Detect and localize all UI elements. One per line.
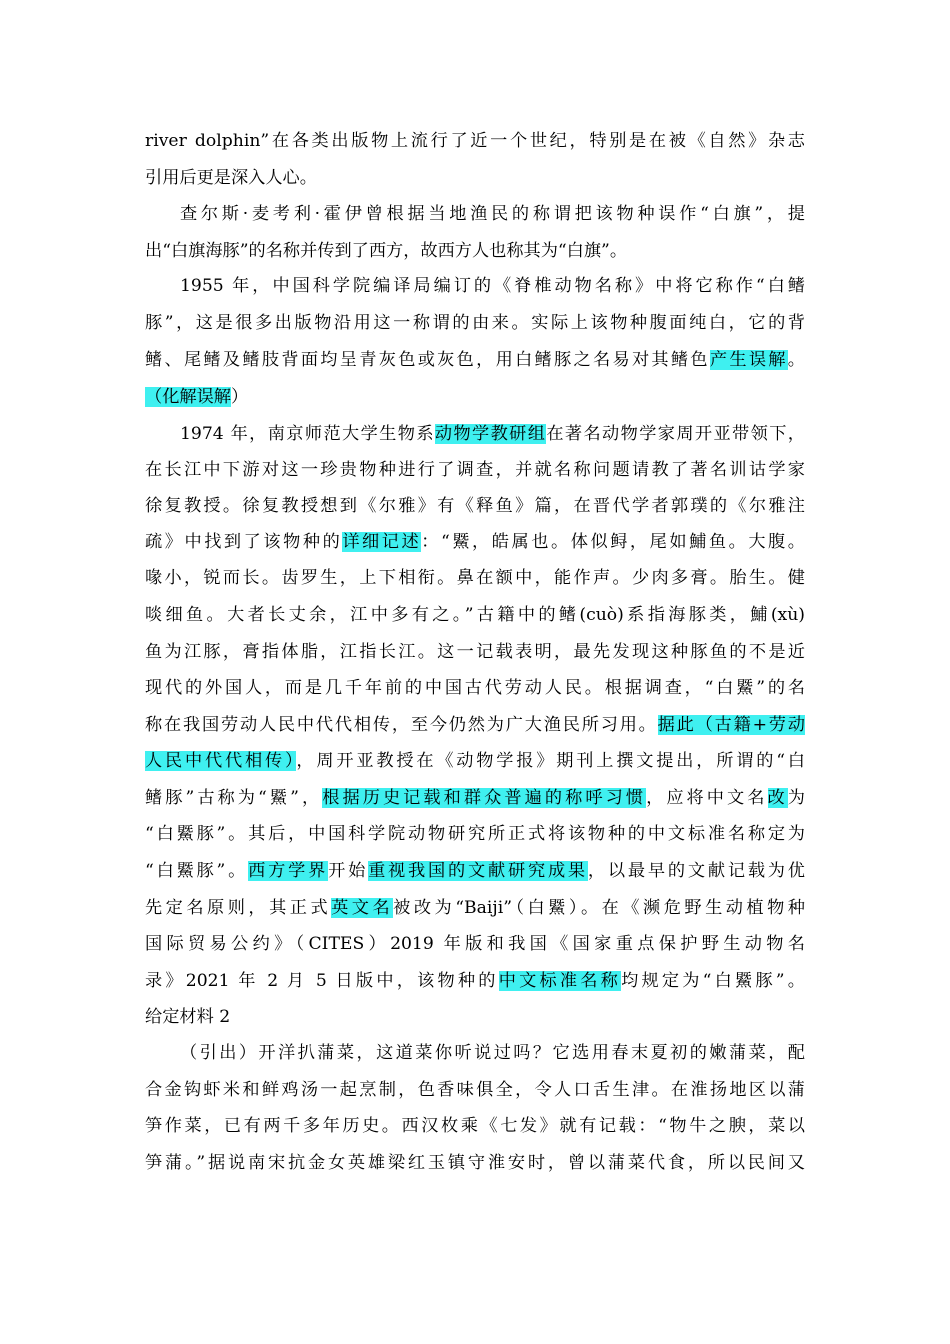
text-run: 出“白旗海豚”的名称并传到了西方，故西方人也称其为“白旗”。 (145, 241, 628, 261)
text-run: 查尔斯·麦考利·霍伊曾根据当地渔民的称谓把该物种误作“白旗”，提 (180, 204, 805, 224)
text-run: 现代的外国人，而是几千年前的中国古代劳动人民。根据调查，“白鱀”的名 (145, 678, 805, 698)
highlighted-text: 人民中代代相传） (145, 751, 297, 771)
text-line (180, 199, 805, 229)
text-run: 1955 年，中国科学院编译局编订的《脊椎动物名称》中将它称作“白鳍 (180, 276, 805, 296)
text-line (145, 746, 805, 776)
text-run: 豚”，这是很多出版物沿用这一称谓的由来。实际上该物种腹面纯白，它的背 (145, 313, 805, 333)
text-line (145, 893, 805, 923)
text-line (145, 163, 805, 193)
text-line (145, 783, 805, 813)
text-run: 笋蒲。”据说南宋抗金女英雄梁红玉镇守淮安时，曾以蒲菜代食，所以民间又 (145, 1153, 805, 1173)
text-run: 1974 年，南京师范大学生物系 (180, 424, 435, 444)
text-line (145, 345, 805, 375)
text-line (145, 637, 805, 667)
text-run: 笋作菜，已有两千多年历史。西汉枚乘《七发》就有记载：“物牛之腴，菜以 (145, 1116, 805, 1136)
text-run: 均规定为“白鱀豚”。 (621, 971, 805, 991)
text-run: “白鱀豚”。其后，中国科学院动物研究所正式将该物种的中文标准名称定为 (145, 824, 805, 844)
highlighted-text: 西方学界 (248, 861, 329, 881)
text-line (145, 819, 805, 849)
highlighted-text: 中文标准名称 (498, 971, 622, 991)
text-run: ，应将中文名 (646, 788, 768, 808)
text-line (145, 236, 805, 266)
text-run: 在长江中下游对这一珍贵物种进行了调查，并就名称问题请教了著名训诂学家 (145, 460, 805, 480)
text-run: 鱼为江豚，膏指体脂，江指长江。这一记载表明，最先发现这种豚鱼的不是近 (145, 642, 805, 662)
text-line (145, 856, 805, 886)
text-run: 先定名原则，其正式 (145, 898, 332, 918)
text-run: 鳍豚”古称为“鱀”， (145, 788, 323, 808)
text-run: ） (230, 387, 249, 407)
text-run: ，以最早的文献记载为优 (587, 861, 805, 881)
text-line (145, 491, 805, 521)
text-run: 喙小，锐而长。齿罗生，上下相衔。鼻在额中，能作声。少肉多膏。胎生。健 (145, 568, 805, 588)
text-run: 为 (787, 788, 805, 808)
highlighted-text: 重视我国的文献研究成果 (368, 861, 588, 881)
text-line (180, 271, 805, 301)
text-line (145, 455, 805, 485)
text-run: 疏》中找到了该物种的 (145, 532, 343, 552)
text-line (145, 1002, 805, 1032)
highlighted-text: 动物学教研组 (434, 424, 547, 444)
text-line (145, 673, 805, 703)
text-line (145, 966, 805, 996)
text-run: “白鱀豚”。 (145, 861, 249, 881)
text-run: （引出）开洋扒蒲菜，这道菜你听说过吗？它选用春末夏初的嫩蒲菜，配 (180, 1043, 805, 1063)
text-line (145, 1111, 805, 1141)
highlighted-text: （化解误解 (145, 387, 231, 407)
text-run: 被改为“Baiji”（白鱀）。在《濒危野生动植物种 (393, 898, 805, 918)
text-line (145, 563, 805, 593)
text-line (145, 929, 805, 959)
text-run: 在著名动物学家周开亚带领下， (546, 424, 805, 444)
text-run: 给定材料 2 (145, 1007, 231, 1027)
text-line (145, 382, 805, 412)
highlighted-text: 英文名 (331, 898, 394, 918)
text-run: 鳍、尾鳍及鳍肢背面均呈青灰色或灰色，用白鳍豚之名易对其鳍色 (145, 350, 710, 370)
text-run: river dolphin”在各类出版物上流行了近一个世纪，特别是在被《自然》杂志 (145, 131, 805, 151)
text-line (145, 600, 805, 630)
text-run: 称在我国劳动人民中代代相传，至今仍然为广大渔民所习用。 (145, 715, 658, 735)
highlighted-text: 改 (767, 788, 788, 808)
text-run: 合金钩虾米和鲜鸡汤一起烹制，色香味俱全，令人口舌生津。在淮扬地区以蒲 (145, 1080, 805, 1100)
text-run: ：“鱀，皓属也。体似鲟，尾如鯆鱼。大腹。 (421, 532, 805, 552)
text-run: 啖细鱼。大者长丈余，江中多有之。”古籍中的鳍(cuò)系指海豚类，鯆(xù) (145, 605, 805, 625)
text-run: 开始 (328, 861, 369, 881)
highlighted-text: 产生误解 (709, 350, 788, 370)
text-line (145, 126, 805, 156)
text-line (145, 527, 805, 557)
text-line (145, 710, 805, 740)
text-run: ，周开亚教授在《动物学报》期刊上撰文提出，所谓的“白 (296, 751, 805, 771)
highlighted-text: 详细记述 (342, 532, 422, 552)
text-run: 徐复教授。徐复教授想到《尔雅》有《释鱼》篇，在晋代学者郭璞的《尔雅注 (145, 496, 805, 516)
text-line (145, 308, 805, 338)
text-line (180, 419, 805, 449)
highlighted-text: 根据历史记载和群众普遍的称呼习惯 (322, 788, 647, 808)
text-line (145, 1075, 805, 1105)
text-run: 录》2021 年 2 月 5 日版中，该物种的 (145, 971, 499, 991)
text-line (180, 1038, 805, 1068)
text-run: 国际贸易公约》（CITES）2019 年版和我国《国家重点保护野生动物名 (145, 934, 805, 954)
text-run: 。 (787, 350, 805, 370)
highlighted-text: 据此（古籍+劳动 (657, 715, 805, 735)
text-run: 引用后更是深入人心。 (145, 168, 317, 188)
text-line (145, 1148, 805, 1178)
